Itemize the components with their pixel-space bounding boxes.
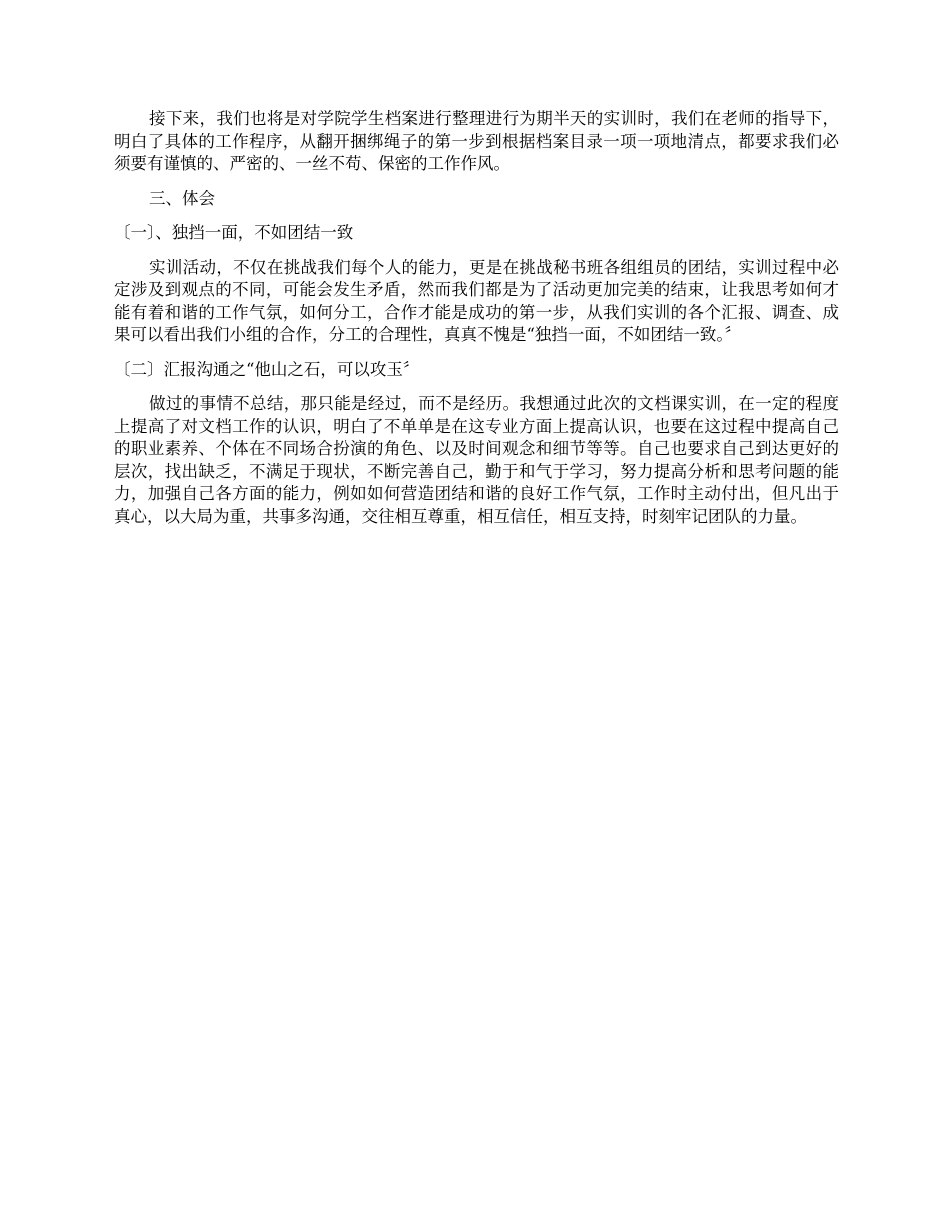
body-paragraph: 接下来，我们也将是对学院学生档案进行整理进行为期半天的实训时，我们在老师的指导下，明白了具体的工作程序，从翻开捆绑绳子的第一步到根据档案目录一项一项地清点，都要求我们必须要有谨慎的、严密的、一丝不苟、保密的工作作风。 [114, 109, 839, 173]
document-page [114, 108, 839, 540]
section-heading: 三、体会 [149, 188, 215, 208]
body-paragraph: 做过的事情不总结，那只能是经过，而不是经历。我想通过此次的文档课实训，在一定的程度上提高了对文档工作的认识，明白了不单单是在这专业方面上提高认识，也要在这过程中提高自己的职业素养、个体在不同场合扮演的角色、以及时间观念和细节等等。自己也要求自己到达更好的层次，找出缺乏，不满足于现状，不断完善自己，勤于和气于学习，努力提高分析和思考问题的能力，加强自己各方面的能力，例如如何营造团结和谐的良好工作气氛，工作时主动付出，但凡出于真心，以大局为重，共事多沟通，交往相互尊重，相互信任，相互支持，时刻牢记团队的力量。 [114, 394, 839, 526]
subheading: 〔一〕、独挡一面，不如团结一致 [114, 223, 354, 242]
body-paragraph: 实训活动，不仅在挑战我们每个人的能力，更是在挑战秘书班各组组员的团结，实训过程中必定涉及到观点的不同，可能会发生矛盾，然而我们都是为了活动更加完美的结束，让我思考如何才能有着和谐的工作气氛，如何分工，合作才能是成功的第一步，从我们实训的各个汇报、调查、成果可以看出我们小组的合作，分工的合理性，真真不愧是“独挡一面，不如团结一致。〞 [114, 257, 839, 344]
subheading: 〔二〕汇报沟通之“他山之石，可以攻玉〞 [114, 359, 420, 379]
